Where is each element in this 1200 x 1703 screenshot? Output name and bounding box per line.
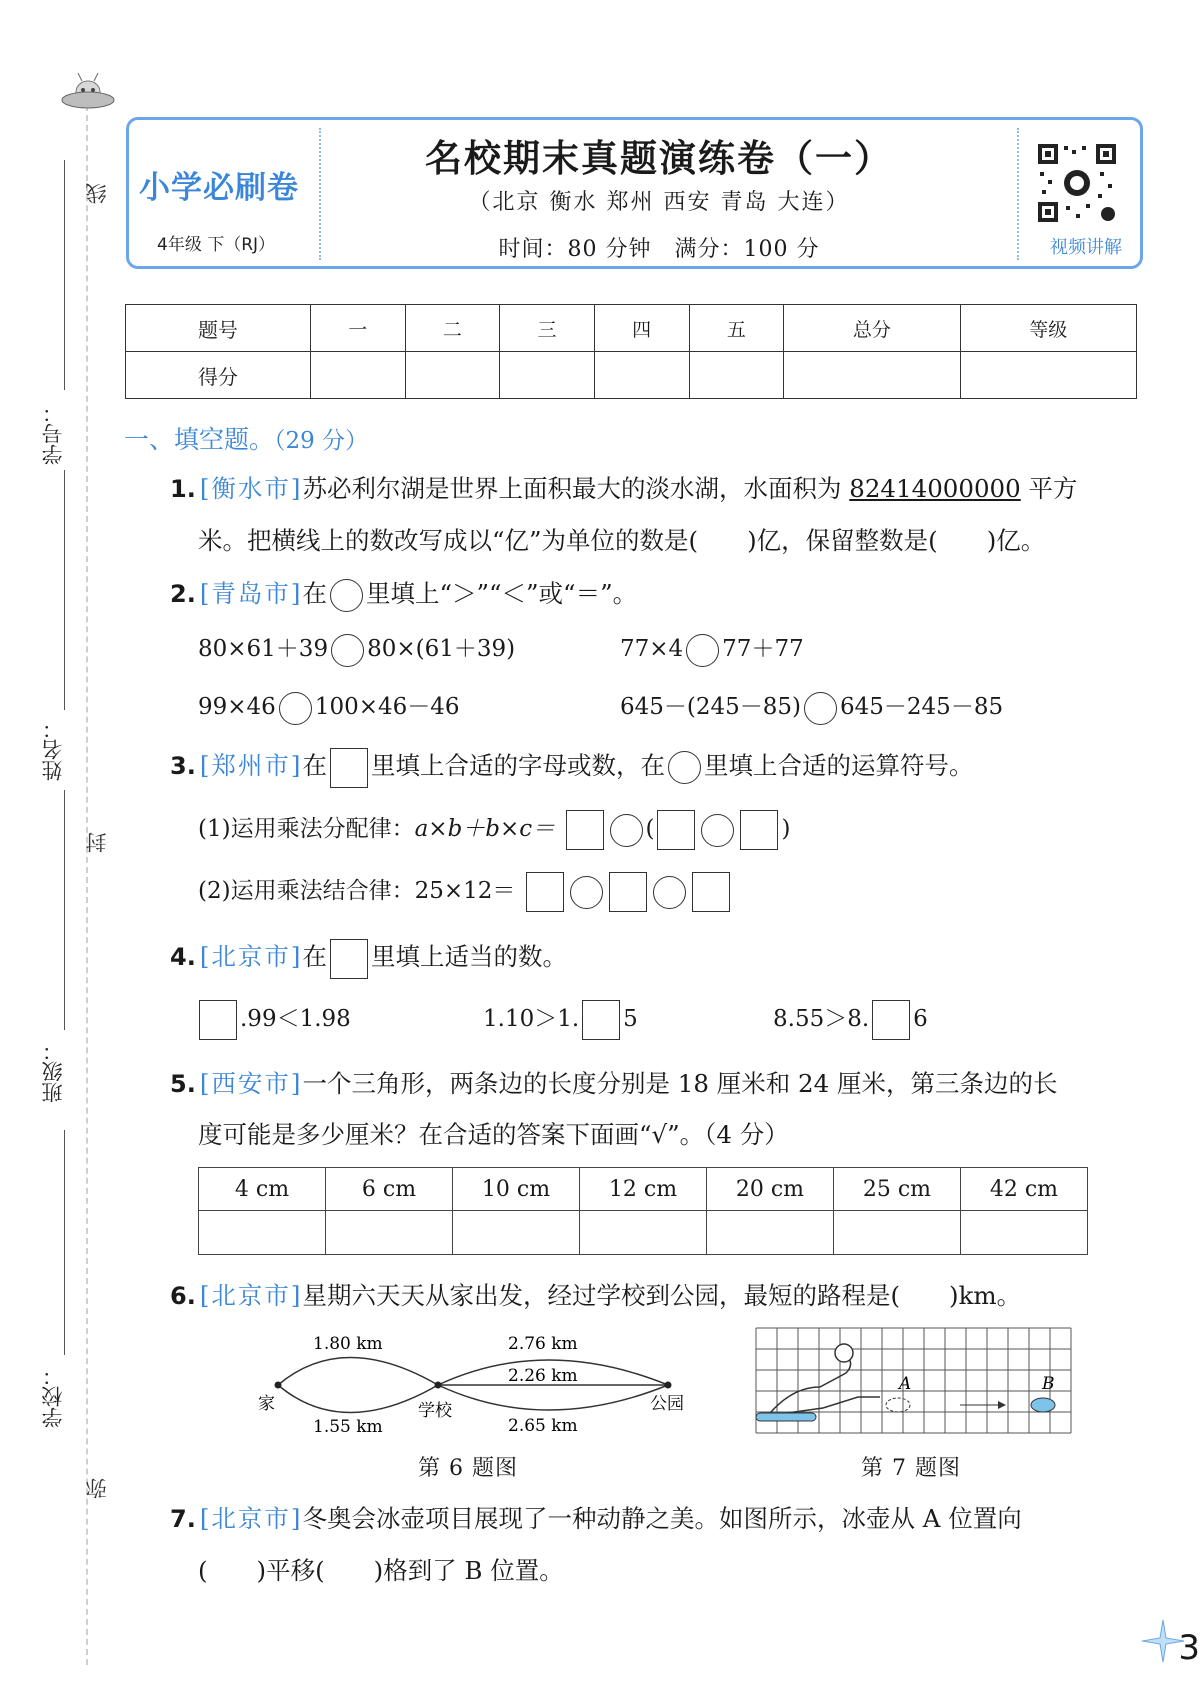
- video-explain-label[interactable]: 视频讲解: [1050, 237, 1122, 258]
- q4-expr-text: .99＜1.98: [240, 1006, 351, 1032]
- class-rule: [64, 790, 65, 1030]
- q2-expr-right: 645－245－85: [840, 694, 1004, 720]
- answer-box[interactable]: [740, 810, 778, 850]
- q5-text: 一个三角形，两条边的长度分别是 18 厘米和 24 厘米，第三条边的长: [302, 1069, 1058, 1098]
- score-value-row: [126, 352, 1137, 399]
- q6-line1: [170, 1277, 1021, 1312]
- q4-text-a: 在: [302, 942, 327, 971]
- q5-option: 12 cm: [579, 1168, 706, 1211]
- distance-label: 1.80 km: [313, 1334, 383, 1354]
- q2-expr-4: [620, 688, 1003, 725]
- compare-circle[interactable]: [331, 634, 364, 667]
- q7-line1: [170, 1500, 1022, 1535]
- operator-circle[interactable]: [570, 876, 603, 909]
- box-placeholder: [330, 939, 368, 979]
- q6-text: 星期六天天从家出发，经过学校到公园，最短的路程是( )km。: [302, 1281, 1022, 1310]
- q3-text-c: 里填上合适的运算符号。: [703, 751, 974, 780]
- ufo-mascot-icon: [60, 70, 116, 120]
- cut-char-seal2: 弥: [85, 1478, 109, 1499]
- answer-box[interactable]: [582, 1000, 620, 1040]
- q5-check-cell[interactable]: [326, 1211, 453, 1255]
- q4-expr-text: 8.55＞8.: [773, 1006, 870, 1032]
- q4-line1: [170, 938, 567, 979]
- operator-circle[interactable]: [653, 876, 686, 909]
- score-cell[interactable]: [784, 352, 960, 399]
- distance-label: 2.65 km: [508, 1416, 578, 1436]
- home-label: 家: [258, 1394, 275, 1414]
- q4-expr-text: 6: [913, 1006, 928, 1032]
- q5-check-row: [199, 1211, 1088, 1255]
- score-cell[interactable]: [960, 352, 1136, 399]
- q2-expr-3: [198, 688, 460, 725]
- compare-circle[interactable]: [686, 634, 719, 667]
- q2-expr-left: 80×61＋39: [198, 636, 329, 662]
- q5-source: [西安市]: [199, 1069, 303, 1098]
- score-row-label: 得分: [126, 352, 311, 399]
- q5-option: 6 cm: [326, 1168, 453, 1211]
- score-header-cell: 三: [500, 305, 595, 352]
- q6-figure-caption: 第 6 题图: [418, 1456, 518, 1481]
- q2-number: 2.: [170, 580, 196, 608]
- score-header-cell: 二: [405, 305, 500, 352]
- score-header-row: [126, 305, 1137, 352]
- school-label: 学校：: [41, 1365, 65, 1428]
- q4-expr-text: 5: [623, 1006, 638, 1032]
- q2-expr-left: 77×4: [620, 636, 684, 662]
- operator-circle[interactable]: [610, 814, 643, 847]
- score-table: [125, 304, 1137, 399]
- score-header-cell: 题号: [126, 305, 311, 352]
- q2-text-a: 在: [302, 579, 327, 608]
- q5-option: 10 cm: [453, 1168, 580, 1211]
- answer-box[interactable]: [657, 810, 695, 850]
- q5-option: 20 cm: [706, 1168, 833, 1211]
- q2-expr-2: [620, 630, 804, 667]
- score-cell[interactable]: [689, 352, 784, 399]
- score-header-cell: 总分: [784, 305, 960, 352]
- q5-number: 5.: [170, 1070, 196, 1098]
- header-center: [319, 120, 999, 266]
- q2-expr-left: 99×46: [198, 694, 276, 720]
- q3-text-b: 里填上合适的字母或数，在: [370, 751, 665, 780]
- q1-text: 苏必利尔湖是世界上面积最大的淡水湖，水面积为: [302, 474, 842, 503]
- section-title-text: 一、填空题。: [124, 425, 275, 454]
- header-divider-right: [1017, 128, 1019, 260]
- cut-char-line: 线: [85, 183, 109, 204]
- q1-number: 1.: [170, 475, 196, 503]
- q4-expr-text: 1.10＞1.: [483, 1006, 580, 1032]
- q3-number: 3.: [170, 752, 196, 780]
- label-b: B: [1042, 1374, 1055, 1394]
- compare-circle[interactable]: [279, 692, 312, 725]
- answer-box[interactable]: [609, 872, 647, 912]
- q4-source: [北京市]: [199, 942, 303, 971]
- q2-text-b: 里填上“＞”“＜”或“＝”。: [365, 579, 638, 608]
- score-header-cell: 一: [310, 305, 405, 352]
- compare-circle[interactable]: [804, 692, 837, 725]
- q3-text-a: 在: [302, 751, 327, 780]
- q1-line1: [170, 470, 1078, 505]
- q4-text-b: 里填上适当的数。: [370, 942, 567, 971]
- q7-number: 7.: [170, 1505, 196, 1533]
- q5-check-cell[interactable]: [833, 1211, 960, 1255]
- answer-box[interactable]: [872, 1000, 910, 1040]
- exam-header: [126, 117, 1143, 269]
- student-id-label: 学号：: [41, 402, 65, 465]
- q7-grid-figure: [748, 1325, 1084, 1440]
- score-cell[interactable]: [310, 352, 405, 399]
- distance-label: 2.26 km: [508, 1366, 578, 1386]
- distance-label: 1.55 km: [313, 1417, 383, 1437]
- cut-char-seal: 封: [85, 832, 109, 853]
- class-label: 班级：: [41, 1040, 65, 1103]
- operator-circle[interactable]: [701, 814, 734, 847]
- q6-route-figure: [250, 1325, 700, 1440]
- q5-options-row: [199, 1168, 1088, 1211]
- q2-expr-right: 77＋77: [722, 636, 804, 662]
- brand-title: 小学必刷卷: [139, 170, 299, 206]
- q3-p1-expr: a×b＋b×c＝: [414, 816, 556, 842]
- q3-p1-label: (1)运用乘法分配律：: [198, 816, 415, 842]
- q2-expr-right: 100×46－46: [314, 694, 460, 720]
- q5-check-cell[interactable]: [453, 1211, 580, 1255]
- box-placeholder: [330, 748, 368, 788]
- exam-title: 名校期末真题演练卷（一）: [425, 136, 893, 180]
- exam-timing: 时间：80 分钟 满分：100 分: [498, 237, 820, 262]
- q7-figure-caption: 第 7 题图: [861, 1456, 961, 1481]
- q5-option: 42 cm: [960, 1168, 1087, 1211]
- exam-cities: （北京 衡水 郑州 西安 青岛 大连）: [468, 190, 850, 215]
- label-a: A: [899, 1374, 912, 1394]
- q6-source: [北京市]: [199, 1281, 303, 1310]
- student-id-rule: [64, 160, 65, 390]
- school-label: 学校: [418, 1401, 452, 1421]
- binding-dashed-line: [86, 105, 88, 1665]
- q3-source: [郑州市]: [199, 751, 303, 780]
- q3-line1: [170, 747, 973, 788]
- q5-answer-table: [198, 1167, 1088, 1255]
- score-cell[interactable]: [594, 352, 689, 399]
- answer-box[interactable]: [566, 810, 604, 850]
- q3-part2: [198, 872, 733, 912]
- answer-box[interactable]: [692, 872, 730, 912]
- q1-text-b: 平方: [1028, 474, 1078, 503]
- q5-option: 25 cm: [833, 1168, 960, 1211]
- q7-source: [北京市]: [199, 1504, 303, 1533]
- q3-part1: (1)运用乘法分配律：a×b＋b×c＝ ( ): [198, 810, 790, 850]
- section-points: （29 分）: [274, 428, 369, 454]
- grade-label: 4年级 下（RJ）: [157, 235, 276, 255]
- q2-expr-right: 80×(61＋39): [367, 636, 516, 662]
- answer-box[interactable]: [526, 872, 564, 912]
- q5-line1: [170, 1065, 1057, 1100]
- score-header-cell: 五: [689, 305, 784, 352]
- q2-expr-left: 645－(245－85): [620, 694, 802, 720]
- q5-line2: 度可能是多少厘米？在合适的答案下面画“√”。（4 分）: [198, 1120, 789, 1149]
- q7-line2: ( )平移( )格到了 B 位置。: [198, 1556, 564, 1585]
- page-number: 3: [1178, 1628, 1200, 1668]
- q7-text: 冬奥会冰壶项目展现了一种动静之美。如图所示，冰壶从 A 位置向: [302, 1504, 1022, 1533]
- park-label: 公园: [650, 1394, 684, 1414]
- q5-check-cell[interactable]: [579, 1211, 706, 1255]
- distance-label: 2.76 km: [508, 1334, 578, 1354]
- section-title: [124, 420, 368, 456]
- q4-expr-1: [196, 1000, 351, 1040]
- name-rule: [64, 470, 65, 710]
- school-rule: [64, 1130, 65, 1355]
- circle-placeholder: [330, 579, 363, 612]
- qr-code-icon[interactable]: [1034, 140, 1120, 226]
- score-header-cell: 等级: [960, 305, 1136, 352]
- q2-line1: [170, 575, 637, 612]
- q2-source: [青岛市]: [199, 579, 303, 608]
- q5-check-cell[interactable]: [706, 1211, 833, 1255]
- q4-expr-2: [483, 1000, 638, 1040]
- q3-p2-label: (2)运用乘法结合律：25×12＝: [198, 878, 516, 904]
- answer-box[interactable]: [199, 1000, 237, 1040]
- name-label: 姓名：: [41, 718, 65, 781]
- score-header-cell: 四: [594, 305, 689, 352]
- q5-check-cell[interactable]: [960, 1211, 1087, 1255]
- q1-underlined-number: 82414000000: [849, 474, 1021, 503]
- q5-check-cell[interactable]: [199, 1211, 326, 1255]
- circle-placeholder: [668, 751, 701, 784]
- score-cell[interactable]: [500, 352, 595, 399]
- q2-expr-1: [198, 630, 515, 667]
- score-cell[interactable]: [405, 352, 500, 399]
- q4-expr-3: [773, 1000, 928, 1040]
- q1-source: [衡水市]: [199, 474, 303, 503]
- q6-number: 6.: [170, 1282, 196, 1310]
- q4-number: 4.: [170, 943, 196, 971]
- q1-line2: 米。把横线上的数改写成以“亿”为单位的数是( )亿，保留整数是( )亿。: [198, 526, 1046, 555]
- q5-option: 4 cm: [199, 1168, 326, 1211]
